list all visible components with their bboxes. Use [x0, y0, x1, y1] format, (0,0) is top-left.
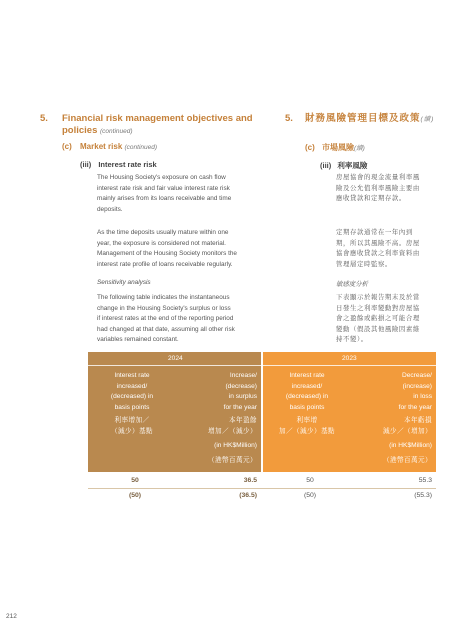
- en-item-label: (iii): [80, 160, 92, 169]
- table-header-2024: [88, 352, 261, 472]
- col-2024-surplus-change: [177, 371, 257, 437]
- row2-bp-2023: (50): [303, 492, 317, 499]
- col-header-line: for the year: [223, 403, 257, 411]
- unit-2024-zh: （港幣百萬元）: [208, 457, 257, 464]
- zh-paragraph-1: [336, 173, 436, 205]
- en-section-title-line1: Financial risk management objectives and: [62, 113, 253, 124]
- col-header-line-zh: 本年虧損: [404, 417, 432, 424]
- zh-sub-continued: (續): [354, 145, 365, 152]
- en-p3-line: variables remained constant.: [97, 336, 179, 343]
- en-p2-line: interest rate profile of loans receivable regularly.: [97, 260, 233, 268]
- zh-sub-title: 市場風險: [322, 143, 355, 152]
- col-header-line: basis points: [114, 403, 150, 411]
- en-section-number: 5.: [40, 113, 48, 124]
- zh-section-number: 5.: [285, 113, 293, 124]
- col-header-line: in loss: [413, 393, 432, 400]
- zh-item-title: 利率風險: [337, 161, 368, 170]
- zh-p3-line: 下表顯示於報告期末及於當: [336, 294, 420, 301]
- en-sub-continued: (continued): [124, 144, 158, 151]
- unit-2023-zh: （港幣百萬元）: [383, 457, 432, 464]
- en-subsection-heading: [62, 142, 157, 151]
- col-header-line-zh: 增加／（減少）: [208, 427, 257, 435]
- en-p2-line: As the time deposits usually mature within one: [97, 229, 229, 236]
- en-p3-line: The following table indicates the instantaneous: [97, 294, 230, 301]
- col-header-line: for the year: [398, 403, 432, 411]
- col-header-line-zh: （減少）基點: [111, 427, 153, 435]
- col-header-line: in surplus: [228, 393, 257, 400]
- year-2024-label: 2024: [168, 355, 183, 362]
- row1-bp-2023: 50: [306, 477, 314, 484]
- col-header-line: Interest rate: [114, 372, 150, 379]
- page-number: 212: [6, 613, 17, 620]
- row1-val-2024: 36.5: [243, 477, 257, 484]
- zh-p2-line: 協會應收貸款之利率資料由: [336, 250, 420, 257]
- col-header-line-zh: 減少／（增加）: [383, 427, 432, 435]
- en-paragraph-1: [97, 173, 272, 215]
- en-p1-line: The Housing Society's exposure on cash flow: [97, 174, 226, 181]
- col-header-line: basis points: [289, 403, 325, 411]
- table-header-2023: [263, 352, 436, 472]
- en-paragraph-2: [97, 228, 272, 270]
- en-section-continued: (continued): [100, 128, 133, 135]
- header-divider: [263, 365, 436, 366]
- col-header-line: (decreased) in: [285, 393, 329, 400]
- en-p3-line: if interest rates at the end of the reporting period: [97, 315, 234, 322]
- col-2023-loss-change: [352, 371, 432, 437]
- zh-paragraph-2: [336, 228, 436, 270]
- zh-p2-line: 定期存款通常在一年內到: [336, 229, 413, 236]
- row2-val-2024: (36.5): [239, 492, 257, 499]
- en-section-title-line2-text: policies: [62, 125, 98, 136]
- en-p1-line: deposits.: [97, 205, 123, 213]
- col-header-line: (decrease): [225, 382, 257, 390]
- zh-p3-line: 會之盈餘或虧損之可能合理: [336, 315, 420, 322]
- zh-item-heading: [320, 160, 367, 171]
- col-header-line: Decrease/: [401, 372, 432, 379]
- header-divider: [88, 365, 261, 366]
- zh-section-title-text: 財務風險管理目標及政策: [305, 113, 421, 124]
- zh-p1-line: 險及公允值利率風險主要由: [336, 184, 420, 192]
- col-header-line: (increase): [402, 382, 432, 390]
- en-paragraph-3: [97, 293, 277, 346]
- unit-2024: (in HK$Million): [214, 442, 257, 449]
- en-p1-line: mainly arises from its loans receivable and time: [97, 195, 232, 202]
- zh-p1-line: 應收貸款和定期存款。: [336, 195, 406, 202]
- year-2023-label: 2023: [342, 355, 357, 362]
- unit-2023: (in HK$Million): [389, 442, 432, 449]
- col-header-line: Interest rate: [289, 372, 325, 379]
- col-header-line-zh: 利率增: [296, 417, 318, 424]
- col-header-line-zh: 本年盈餘: [229, 417, 257, 424]
- en-p3-line: had changed at that date, assuming all other risk: [97, 325, 235, 333]
- zh-p3-line: 日發生之利率變動對房屋協: [336, 304, 420, 312]
- zh-section-continued: (續): [420, 116, 435, 123]
- row2-bp-2024: (50): [128, 492, 142, 499]
- en-p3-line: change in the Housing Society's surplus or loss: [97, 304, 231, 312]
- en-sensitivity-title: Sensitivity analysis: [97, 279, 151, 286]
- col-2024-basis-points: [92, 371, 172, 437]
- zh-paragraph-3: [336, 293, 436, 346]
- row2-val-2023: (55.3): [414, 492, 432, 499]
- row-divider: [88, 488, 436, 489]
- en-p1-line: interest rate risk and fair value interest rate risk: [97, 184, 230, 192]
- zh-sensitivity-title: 敏感度分析: [336, 281, 368, 288]
- col-header-line-zh: 加／（減少）基點: [279, 427, 335, 435]
- zh-p2-line: 管理層定時監察。: [336, 260, 392, 268]
- zh-p2-line: 期，所以其風險不高。房屋: [336, 239, 420, 247]
- col-2023-basis-points: [267, 371, 347, 437]
- en-p2-line: year, the exposure is considered not material.: [97, 239, 226, 247]
- en-p2-line: Management of the Housing Society monitors the: [97, 250, 237, 257]
- zh-p1-line: 房屋協會的現金流量利率風: [336, 174, 420, 181]
- col-header-line: Increase/: [229, 372, 257, 379]
- en-section-title-line2: [62, 125, 267, 138]
- zh-section-title: [305, 113, 434, 126]
- zh-sub-label: (c): [305, 143, 315, 152]
- zh-subsection-heading: [305, 142, 365, 153]
- zh-p3-line: 持不變）。: [336, 336, 368, 343]
- en-item-heading: [80, 160, 157, 169]
- row1-bp-2024: 50: [131, 477, 139, 484]
- en-sub-label: (c): [62, 142, 72, 151]
- en-item-title: Interest rate risk: [98, 160, 157, 169]
- col-header-line: increased/: [291, 382, 323, 390]
- en-sub-title: Market risk: [80, 142, 123, 151]
- col-header-line: increased/: [116, 382, 148, 390]
- en-section-title: [62, 113, 267, 138]
- col-header-line-zh: 利率增加／: [114, 417, 150, 424]
- zh-item-label: (iii): [320, 161, 332, 170]
- col-header-line: (decreased) in: [110, 393, 154, 400]
- row1-val-2023: 55.3: [418, 477, 432, 484]
- zh-p3-line: 變動（假設其他風險因素維: [336, 325, 420, 333]
